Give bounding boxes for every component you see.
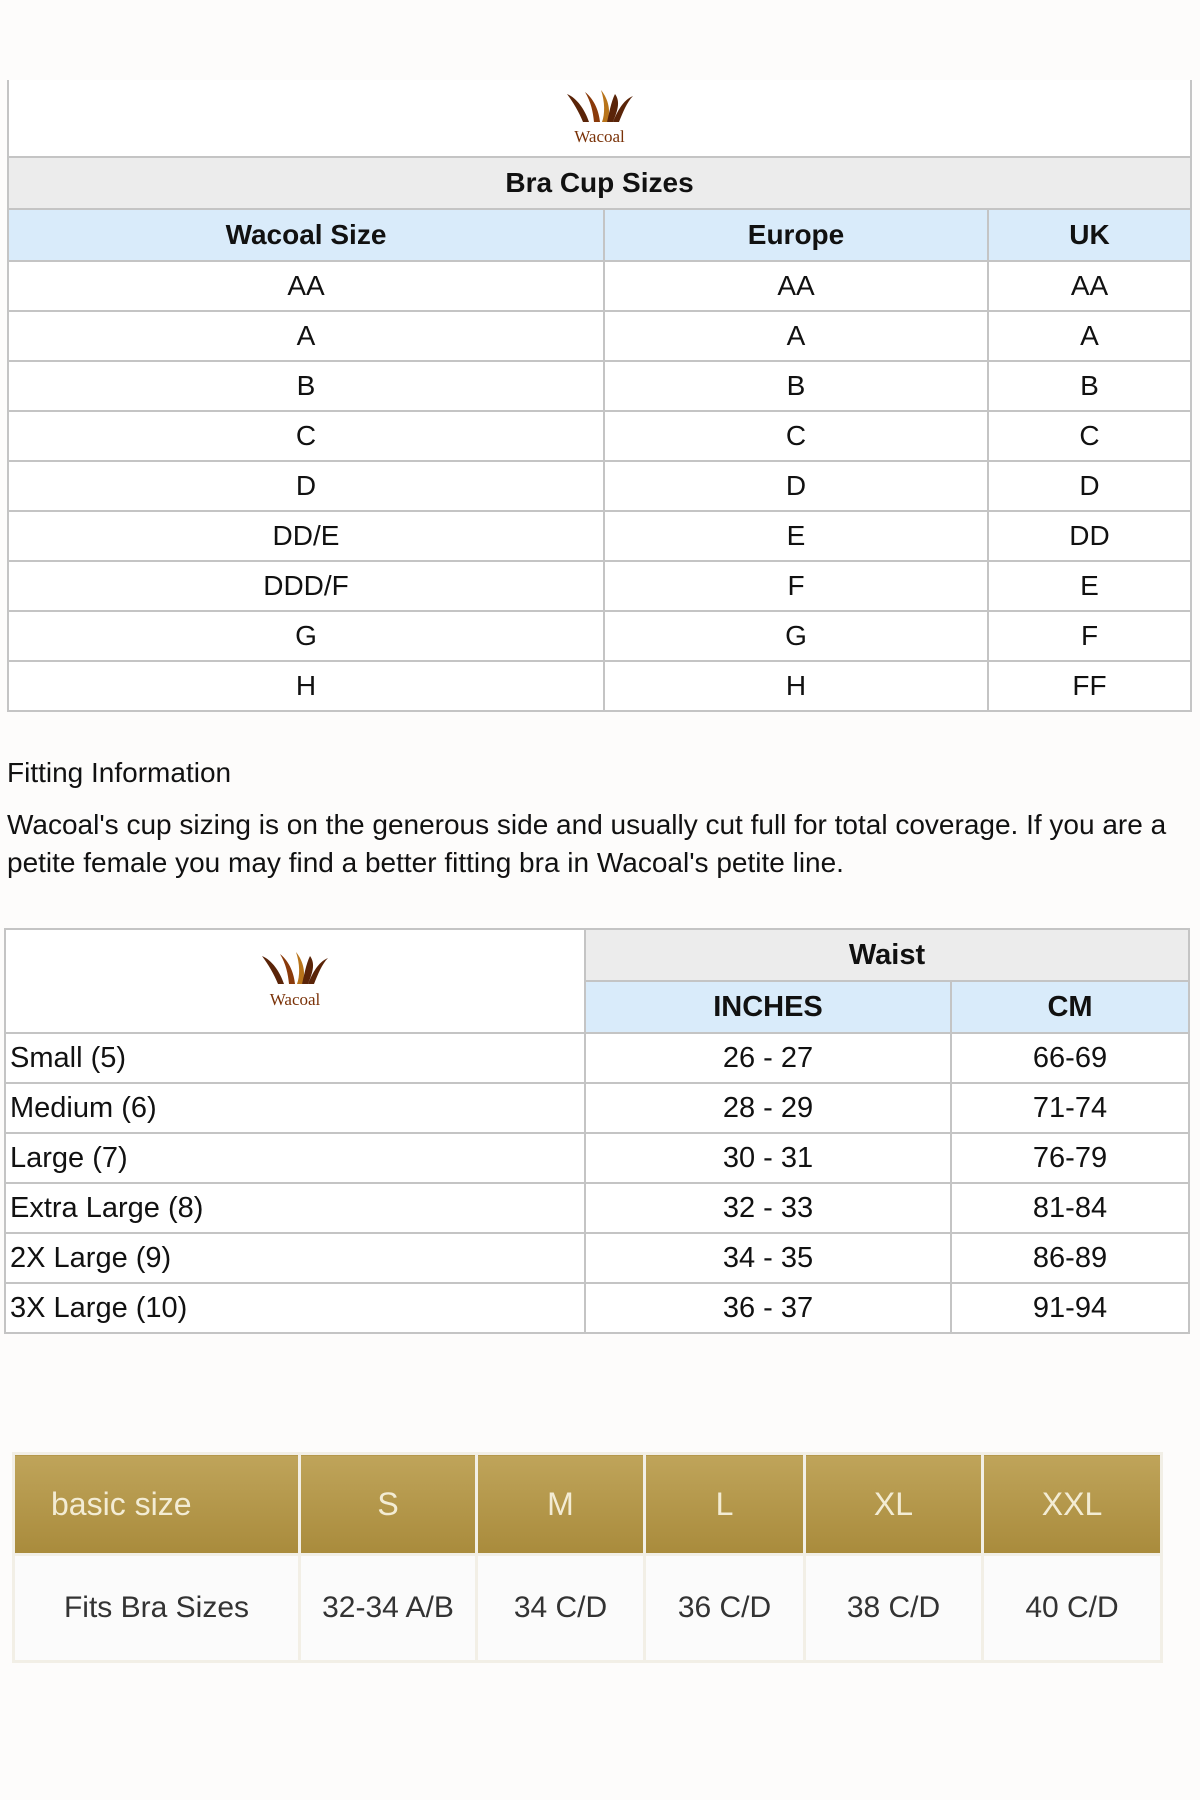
uk-size-cell: E bbox=[988, 561, 1191, 611]
cup-size-table bbox=[7, 80, 1192, 712]
wacoal-flame-icon bbox=[260, 950, 330, 988]
size-header: M bbox=[477, 1454, 645, 1555]
europe-size-cell: G bbox=[604, 611, 988, 661]
cm-cell: 81-84 bbox=[951, 1183, 1189, 1233]
size-label-cell: Small (5) bbox=[5, 1033, 585, 1083]
basic-size-table bbox=[12, 1452, 1163, 1663]
inches-cell: 26 - 27 bbox=[585, 1033, 951, 1083]
cm-cell: 91-94 bbox=[951, 1283, 1189, 1333]
table-row bbox=[8, 411, 1191, 461]
size-label-cell: 3X Large (10) bbox=[5, 1283, 585, 1333]
cup-logo-row bbox=[8, 80, 1191, 157]
uk-size-cell: D bbox=[988, 461, 1191, 511]
table-row bbox=[5, 1033, 1189, 1083]
table-row bbox=[8, 311, 1191, 361]
column-header: INCHES bbox=[585, 981, 951, 1033]
uk-size-cell: F bbox=[988, 611, 1191, 661]
wacoal-size-cell: D bbox=[8, 461, 604, 511]
table-row bbox=[8, 611, 1191, 661]
cm-cell: 66-69 bbox=[951, 1033, 1189, 1083]
cm-cell: 76-79 bbox=[951, 1133, 1189, 1183]
inches-cell: 34 - 35 bbox=[585, 1233, 951, 1283]
column-header: Wacoal Size bbox=[8, 209, 604, 261]
size-header: S bbox=[300, 1454, 477, 1555]
size-header: XXL bbox=[983, 1454, 1162, 1555]
wacoal-size-cell: B bbox=[8, 361, 604, 411]
logo-wordmark: Wacoal bbox=[574, 126, 625, 146]
table-row bbox=[8, 661, 1191, 711]
wacoal-size-cell: AA bbox=[8, 261, 604, 311]
table-row bbox=[5, 1233, 1189, 1283]
wacoal-size-cell: G bbox=[8, 611, 604, 661]
wacoal-size-cell: C bbox=[8, 411, 604, 461]
size-label-cell: Extra Large (8) bbox=[5, 1183, 585, 1233]
fits-size-cell: 38 C/D bbox=[805, 1555, 983, 1662]
cup-logo-cell bbox=[8, 80, 1191, 157]
wacoal-size-cell: H bbox=[8, 661, 604, 711]
fits-size-cell: 32-34 A/B bbox=[300, 1555, 477, 1662]
europe-size-cell: F bbox=[604, 561, 988, 611]
cm-cell: 71-74 bbox=[951, 1083, 1189, 1133]
column-header: Europe bbox=[604, 209, 988, 261]
table-row bbox=[5, 1083, 1189, 1133]
column-header: CM bbox=[951, 981, 1189, 1033]
table-row bbox=[8, 261, 1191, 311]
size-label-cell: Medium (6) bbox=[5, 1083, 585, 1133]
table-row bbox=[5, 1283, 1189, 1333]
europe-size-cell: B bbox=[604, 361, 988, 411]
europe-size-cell: C bbox=[604, 411, 988, 461]
size-header: L bbox=[645, 1454, 805, 1555]
waist-size-table bbox=[4, 928, 1190, 1334]
table-row bbox=[8, 511, 1191, 561]
fits-size-cell: 36 C/D bbox=[645, 1555, 805, 1662]
wacoal-size-cell: DD/E bbox=[8, 511, 604, 561]
fitting-info-title: Fitting Information bbox=[7, 757, 232, 788]
europe-size-cell: A bbox=[604, 311, 988, 361]
basic-size-label: basic size bbox=[14, 1454, 300, 1555]
fits-bra-sizes-row bbox=[14, 1555, 1162, 1662]
table-row bbox=[8, 461, 1191, 511]
uk-size-cell: B bbox=[988, 361, 1191, 411]
column-header: UK bbox=[988, 209, 1191, 261]
uk-size-cell: DD bbox=[988, 511, 1191, 561]
uk-size-cell: A bbox=[988, 311, 1191, 361]
logo-wordmark: Wacoal bbox=[269, 989, 321, 1009]
table-row bbox=[5, 1133, 1189, 1183]
cup-header-row bbox=[8, 209, 1191, 261]
europe-size-cell: D bbox=[604, 461, 988, 511]
wacoal-logo bbox=[565, 88, 635, 147]
fitting-info-text: Wacoal's cup sizing is on the generous side and usually cut full for total coverage. If you are a petite female you may find a better fitting bra in Wacoal's petite line. bbox=[7, 809, 1167, 878]
size-label-cell: 2X Large (9) bbox=[5, 1233, 585, 1283]
table-row bbox=[5, 1183, 1189, 1233]
waist-logo-cell bbox=[5, 929, 585, 1033]
wacoal-size-cell: A bbox=[8, 311, 604, 361]
europe-size-cell: H bbox=[604, 661, 988, 711]
wacoal-size-cell: DDD/F bbox=[8, 561, 604, 611]
basic-size-header-row bbox=[14, 1454, 1162, 1555]
cup-table-title: Bra Cup Sizes bbox=[8, 157, 1191, 209]
fits-bra-sizes-label: Fits Bra Sizes bbox=[14, 1555, 300, 1662]
size-label-cell: Large (7) bbox=[5, 1133, 585, 1183]
inches-cell: 32 - 33 bbox=[585, 1183, 951, 1233]
waist-table-title: Waist bbox=[585, 929, 1189, 981]
size-header: XL bbox=[805, 1454, 983, 1555]
cm-cell: 86-89 bbox=[951, 1233, 1189, 1283]
table-row bbox=[8, 561, 1191, 611]
uk-size-cell: C bbox=[988, 411, 1191, 461]
inches-cell: 36 - 37 bbox=[585, 1283, 951, 1333]
uk-size-cell: AA bbox=[988, 261, 1191, 311]
wacoal-logo bbox=[260, 950, 330, 1010]
fits-size-cell: 40 C/D bbox=[983, 1555, 1162, 1662]
europe-size-cell: E bbox=[604, 511, 988, 561]
wacoal-flame-icon bbox=[565, 88, 635, 126]
fits-size-cell: 34 C/D bbox=[477, 1555, 645, 1662]
table-row bbox=[8, 361, 1191, 411]
inches-cell: 30 - 31 bbox=[585, 1133, 951, 1183]
uk-size-cell: FF bbox=[988, 661, 1191, 711]
inches-cell: 28 - 29 bbox=[585, 1083, 951, 1133]
europe-size-cell: AA bbox=[604, 261, 988, 311]
